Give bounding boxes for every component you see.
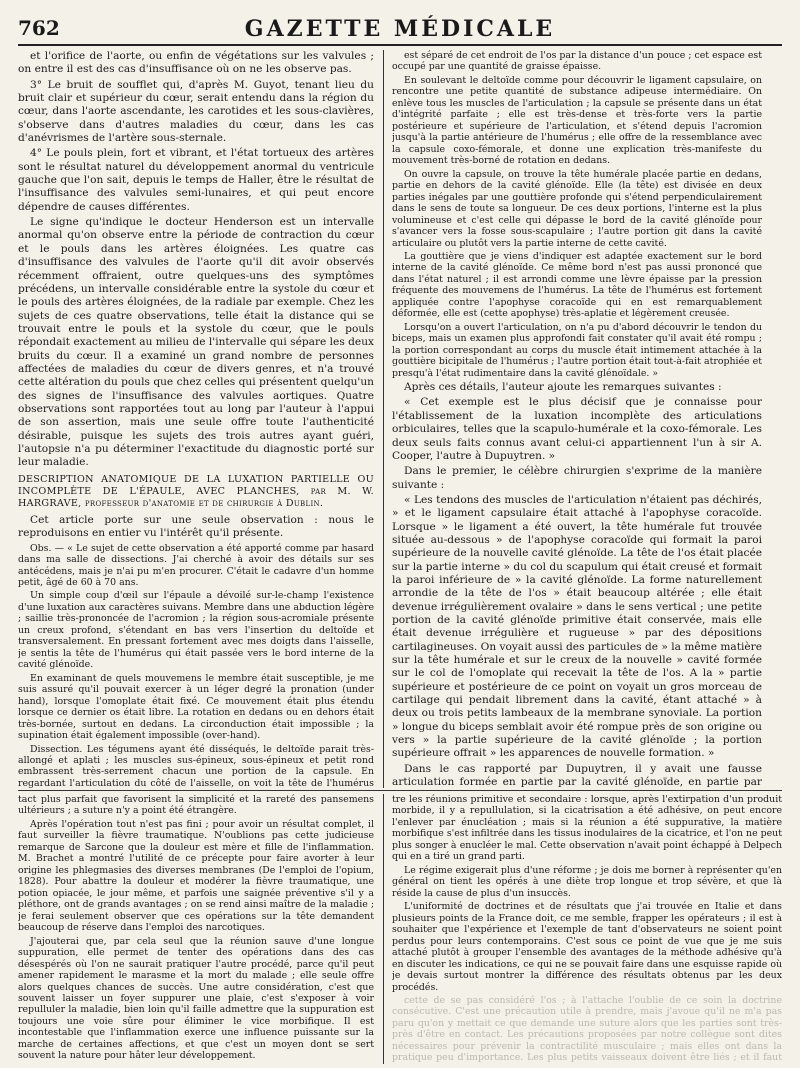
paragraph: En soulevant le deltoïde comme pour découvrir le ligament capsulaire, on rencontre une petite quantité de substance adipeuse intermédiaire. On enlève tous les muscles de l'articulation ; la capsule se présente dans un état d'intégrité parfaite ; elle est très-dense et très-forte vers la partie postérieure et supérieure de l'articulation, et s'étend depuis l'acromion jusqu'à la partie antérieure de l'humérus ; elle offre de la ressemblance avec la capsule coxo-fémorale, et donne une explication très-manifeste du mouvement très-borné de rotation en dedans. <box>392 74 762 167</box>
journal-title: GAZETTE MÉDICALE <box>244 16 556 42</box>
page-number: 762 <box>18 16 60 40</box>
paragraph: Obs. — « Le sujet de cette observation a été apporté comme par hasard dans ma salle de dissections. J'ai cherché à avoir des détails sur ses antécédens, mais je n'ai pu m'en procurer. C'était le cadavre d'un homme petit, âgé de 60 à 70 ans. <box>18 542 374 588</box>
paragraph: La gouttière que je viens d'indiquer est adaptée exactement sur le bord interne de la cavité glénoïde. Ce même bord n'est pas aussi prononcé que dans l'état naturel ; il est arrondi comme une lèvre épaisse par la pression fréquente des mouvemens de l'humérus. La tête de l'humérus est fortement appliquée contre l'apophyse coracoïde qui en est remarquablement déformée, elle est (cette apophyse) très-aplatie et légèrement creusée. <box>392 250 762 320</box>
paragraph: Un simple coup d'œil sur l'épaule a dévoilé sur-le-champ l'existence d'une luxation aux caractères suivans. Membre dans une abduction légère ; saillie très-prononcée de l'acromion ; la région sous-acromiale présente un creux profond, s'étendant en bas vers l'insertion du deltoïde et transversalement. En pressant fortement avec mes doigts dans l'aisselle, je sentis la tête de l'humérus qui était passée vers le bord interne de la cavité glénoïde. <box>18 590 374 671</box>
paragraph: Le signe qu'indique le docteur Henderson est un intervalle anormal qu'on observe entre la période de contraction du cœur et le pouls dans les artères éloignées. Les quatre cas d'insuffisance des valvules de l'aorte qu'il dit avoir observés récemment offraient, outre quelques-uns des symptômes précédens, un intervalle considérable entre la systole du cœur et le pouls des artères éloignées, de la radiale par exemple. Chez les sujets de ces quatre observations, telle était la distance qui se trouvait entre le pouls et la systole du cœur, que le pouls répondait exactement au milieu de l'intervalle qui sépare les deux bruits du cœur. Il a examiné un grand nombre de personnes affectées de maladies du cœur de divers genres, et n'a trouvé cette altération du pouls que chez celles qui présentent quelqu'un des signes de l'insuffisance des valvules aortiques. Quatre observations sont rapportées tout au long par l'auteur à l'appui de son assertion, mais une seule offre toute l'authenticité désirable, puisque les sujets des trois autres ayant guéri, l'autopsie n'a pu déterminer l'exactitude du diagnostic porté sur leur maladie. <box>18 216 374 469</box>
bottom-left-column <box>18 794 374 1064</box>
paragraph: Dans le premier, le célèbre chirurgien s'exprime de la manière suivante : <box>392 465 762 491</box>
paragraph: Lorsqu'on a ouvert l'articulation, on n'a pu d'abord découvrir le tendon du biceps, mais un examen plus approfondi fait constater qu'il avait été rompu ; la portion correspondant au corps du muscle était intimement attachée à la gouttière bicipitale de l'humérus ; l'autre portion était tout-à-fait atrophiée et presqu'à l'état rudimentaire dans la cavité glénoïdale. » <box>392 321 762 379</box>
section-divider <box>18 790 782 791</box>
paragraph: Après ces détails, l'auteur ajoute les remarques suivantes : <box>404 381 722 394</box>
paragraph: Dans le cas rapporté par Dupuytren, il y avait une fausse articulation formée en partie par la cavité glénoïde, en partie par <box>392 762 762 788</box>
paragraph: 3° Le bruit de soufflet qui, d'après M. Guyot, tenant lieu du bruit clair et supérieur du cœur, serait entendu dans la région du cœur, dans l'aorte ascendante, les carotides et les sous-clavières, s'observe dans d'autres maladies du cœur, dans les cas d'anévrismes de l'artère sous-sternale. <box>18 78 374 145</box>
paragraph: Après l'opération tout n'est pas fini ; pour avoir un résultat complet, il faut surveiller la fièvre traumatique. N'oublions pas cette judicieuse remarque de Sarcone que la douleur est mère et fille de l'inflammation. M. Brachet a montré l'utilité de ce précepte pour faire avorter à leur origine les phlegmasies des diverses membranes (De l'emploi de l'opium, 1828). Pour abattre la douleur et modérer la fièvre traumatique, une potion opiacée, le jour même, et parfois une saignée préventive s'il y a pléthore, ont de grands avantages ; on se rend ainsi maître de la maladie ; je ferai seulement observer que ces opérations sur la tête demandent beaucoup de réserve dans l'emploi des narcotiques. <box>18 818 374 934</box>
paragraph: « Cet exemple est le plus décisif que je connaisse pour l'établissement de la luxation incomplète des articulations orbiculaires, telles que la scapulo-humérale et la coxo-fémorale. Les deux seuls faits connus avant celui-ci appartiennent l'un à sir A. Cooper, l'autre à Dupuytren. » <box>392 396 762 462</box>
column-divider-top <box>383 50 384 788</box>
bottom-right-column <box>392 794 782 1064</box>
paragraph: L'uniformité de doctrines et de résultats que j'ai trouvée en Italie et dans plusieurs points de la France doit, ce me semble, frapper les opérateurs ; il est à souhaiter que l'expérience et l'exemple de tant d'observateurs ne soient point perdus pour leurs contemporains. C'est sous ce point de vue que je me suis attaché plutôt à grouper l'ensemble des avantages de la méthode adhésive qu'à en discuter les indications, ce qui ne se pouvait faire dans une esquisse rapide où je devais surtout montrer la différence des résultats obtenus par les deux procédés. <box>392 901 782 993</box>
article-title: DESCRIPTION ANATOMIQUE DE LA LUXATION PARTIELLE OU INCOMPLÈTE DE L'ÉPAULE, AVEC PLANCHES, par M. W. HARGRAVE, professeur d'anatomie et de chirurgie à Dublin. <box>18 473 374 509</box>
paragraph: tact plus parfait que favorisent la simplicité et la rareté des pansemens ultérieurs ; a suture n'y a point été étrangère. <box>18 794 374 817</box>
left-column <box>18 50 374 788</box>
paragraph: Le régime exigerait plus d'une réforme ; je dois me borner à représenter qu'en général on tient les opérés à une diète trop longue et trop sévère, et que là réside la cause de plus d'un insuccès. <box>392 864 782 899</box>
paragraph: et l'orifice de l'aorte, ou enfin de végétations sur les valvules ; on entre il est des cas d'insuffisance où on ne les observe pas. <box>18 50 374 76</box>
paragraph: J'ajouterai que, par cela seul que la réunion sauve d'une longue suppuration, elle permet de tenter des opérations dans des cas désespérés où l'on ne saurait pratiquer l'autre procédé, parce qu'il peut amener rapidement le marasme et la mort du malade ; elle seule offre alors quelques chances de succès. Une autre considération, c'est que souvent laisser un foyer suppurer une plaie, c'est s'exposer à voir repulluler la maladie, bien loin qu'il faille admettre que la suppuration est toujours une voie sûre pour éliminer le vice morbifique. Il est incontestable que l'inflammation exerce une influence puissante sur la marche de certaines affections, et que c'est un moyen dont se sert souvent la nature pour hâter leur développement. <box>18 935 374 1062</box>
right-column <box>392 50 762 788</box>
paragraph: On ouvre la capsule, on trouve la tête humérale placée partie en dedans, partie en dehors de la cavité glénoïde. Elle (la tête) est divisée en deux parties inégales par une gouttière profonde qui s'étend perpendiculairement dans le sens de toute sa longueur. De ces deux portions, l'interne est la plus volumineuse et c'est celle qui dépasse le bord de la cavité glénoïde pour s'avancer vers la fosse sous-scapulaire ; l'autre portion git dans la cavité articulaire ou plutôt vers la partie interne de cette cavité. <box>392 168 762 249</box>
paragraph: tre les réunions primitive et secondaire : lorsque, après l'extirpation d'un produit morbide, il y a repullulation, si la cicatrisation a été adhésive, on peut encore l'enlever par énucléation ; mais si la réunion a été suppurative, la matière morbifique s'est infiltrée dans les tissus inodulaires de la cicatrice, et l'on ne peut plus songer à enucléer le mal. Cette observation n'avait point échappé à Delpech qui en a tiré un grand parti. <box>392 794 782 863</box>
page-header <box>18 14 782 46</box>
paragraph: Dissection. Les tégumens ayant été disséqués, le deltoïde parait très-allongé et aplati ; les muscles sus-épineux, sous-épineux et petit rond embrassent très-serrement chacun une portion de la capsule. En regardant l'articulation du côté de l'aisselle, on voit la tête de l'humérus <box>18 743 374 788</box>
column-divider-bottom <box>383 794 384 1064</box>
article-intro: Cet article porte sur une seule observation : nous le reproduisons en entier vu l'intérêt qu'il présente. <box>18 513 374 540</box>
paragraph: En examinant de quels mouvemens le membre était susceptible, je me suis assuré qu'il pouvait exercer à un léger degré la pronation (under hand), lorsque l'omoplate était fixé. Ce mouvement était plus étendu lorsque ce dernier os était libre. La rotation en dedans ou en dehors était très-bornée, surtout en dedans. La circonduction était impossible ; la supination était également impossible (over-hand). <box>18 672 374 742</box>
paragraph: est séparé de cet endroit de l'os par la distance d'un pouce ; cet espace est occupé par une quantité de graisse épaisse. <box>392 50 762 73</box>
paragraph: « Les tendons des muscles de l'articulation n'étaient pas déchirés, » et le ligament capsulaire était attaché à l'apophyse coracoïde. Lorsque » le ligament a été ouvert, la tête humérale fut trouvée située au-dessous » de l'apophyse coracoïde qui formait la paroi supérieure de la nouvelle cavité glénoïde. La tête de l'os était placée sur la partie interne » du col du scapulum qui était creusé et formait la paroi inférieure de » la cavité glénoïde. La forme naturellement arrondie de la tête de l'os » était beaucoup altérée ; elle était devenue irrégulièrement ovalaire » dans le sens vertical ; une petite portion de la cavité glénoïde primitive était conservée, mais elle était devenue irrégulière et rugueuse » par des dépositions cartilagineuses. On voyait aussi des particules de » la même matière sur la tête humérale et sur le creux de la nouvelle » cavité formée sur le col de l'omoplate qui recevait la tête de l'os. A la » partie supérieure et postérieure de ce point on voyait un gros morceau de cartilage qui pendait librement dans la cavité, étant attaché » à deux ou trois petits lambeaux de la membrane synoviale. La portion » longue du biceps semblait avoir été rompue près de son origine ou vers » la partie supérieure de la cavité glénoïde ; la portion supérieure offrait » les apparences de nouvelle formation. » <box>392 493 762 760</box>
bleed-through-text: cette de se pas considéré l'os ; à l'attache l'oublie de ce soin la doctrine consécutive. C'est une précaution utile à prendre, mais j'avoue qu'il ne m'a pas paru qu'on y mettait ce que demande une suture alors que les parties sont très-près d'être en contact. Les précautions proposées par notre collègue sont dites nécessaires pour prévenir la contractilité musculaire ; mais elles ont dans la pratique peu d'importance. Les plus petits vaisseaux doivent être liés ; et il faut <box>392 994 782 1064</box>
paragraph: 4° Le pouls plein, fort et vibrant, et l'état tortueux des artères sont le résultat naturel du développement anormal du ventricule gauche que l'on sait, depuis le temps de Haller, être le résultat de l'insuffisance des valvules semi-lunaires, et qui peut encore dépendre de causes différentes. <box>18 147 374 213</box>
